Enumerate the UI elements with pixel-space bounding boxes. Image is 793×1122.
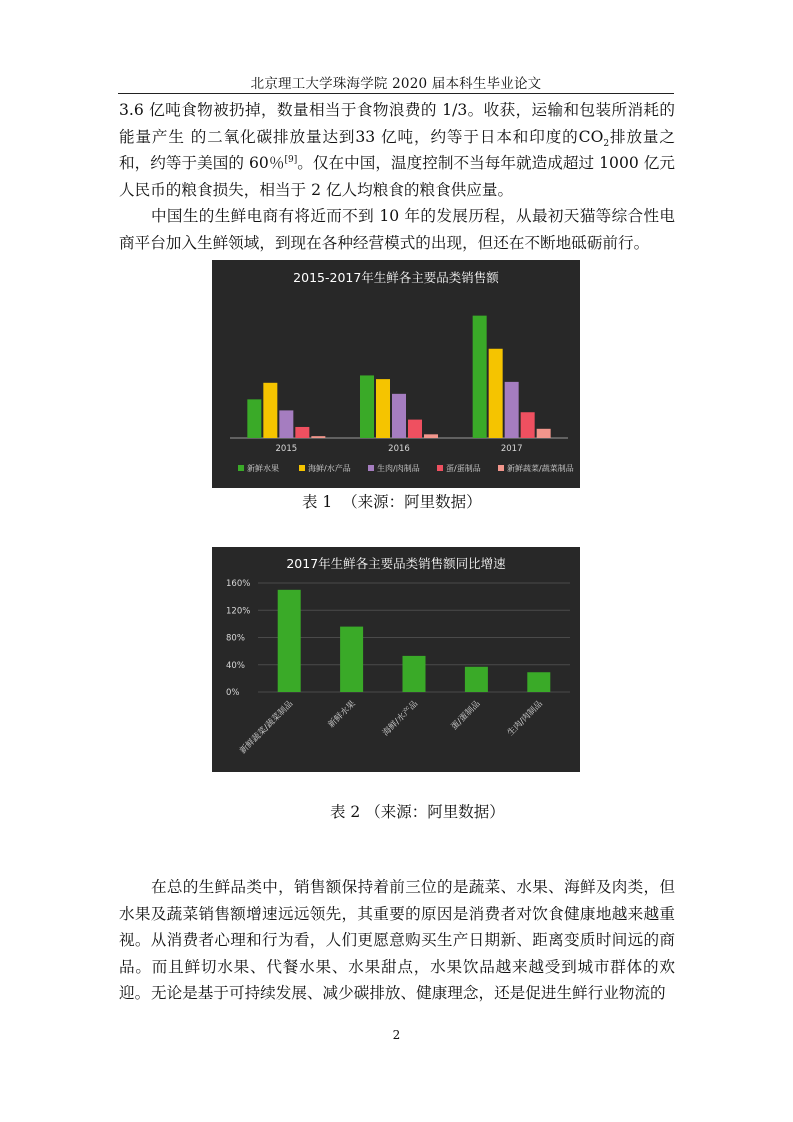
citation-ref: [9] (284, 154, 298, 165)
legend-entry: 海鲜/水产品 (308, 464, 351, 473)
page-number: 2 (392, 1028, 401, 1042)
legend-swatch (498, 465, 504, 471)
bar-2016-4 (424, 434, 438, 438)
bar-新鲜水果 (340, 627, 363, 692)
bar-2017-1 (489, 349, 503, 438)
paragraph-3: 在总的生鲜品类中，销售额保持着前三位的是蔬菜、水果、海鲜及肉类，但水果及蔬菜销售额增速远远领先，其重要的原因是消费者对饮食健康地越来越重视。从消费者心理和行为看，人们更愿意购买生产日期新、距离变质时间远的商品。而且鲜切水果、代餐水果、水果甜点，水果饮品越来越受到城市群体的欢迎。 (119, 878, 675, 1002)
bar-2015-1 (263, 383, 277, 438)
bar-2016-3 (408, 420, 422, 438)
legend-entry: 新鲜水果 (247, 464, 279, 473)
paragraph-2: 中国生的生鲜电商有将近而不到 10 年的发展历程，从最初天猫等综合性电商平台加入生鲜领域，到现在各种经营模式的出现，但还在不断地砥砺前行。 (119, 207, 675, 252)
sales-chart-figure (212, 260, 580, 488)
bar-新鲜蔬菜/蔬菜制品 (278, 590, 301, 692)
growth-bar-chart (212, 547, 580, 772)
header-rule (118, 93, 674, 94)
bar-2015-4 (311, 436, 325, 438)
legend-swatch (437, 465, 443, 471)
bar-2017-2 (505, 382, 519, 438)
x-tick-label: 蛋/蛋制品 (449, 699, 483, 733)
bar-蛋/蛋制品 (465, 667, 488, 692)
bar-2017-4 (537, 429, 551, 438)
paragraph-1-part-b: 排放量之和，约等于美国的 60％ (119, 127, 675, 172)
bar-2016-0 (360, 375, 374, 438)
y-tick-label: 120% (226, 606, 251, 617)
chart-title: 2015-2017年生鲜各主要品类销售额 (293, 270, 499, 285)
figure-1-caption: 表 1 （来源：阿里数据） (302, 493, 482, 511)
legend-swatch (238, 465, 244, 471)
running-header: 北京理工大学珠海学院 2020 届本科生毕业论文 (250, 76, 542, 92)
bar-2015-3 (295, 427, 309, 438)
sales-bar-chart (212, 260, 580, 488)
x-tick-label: 2016 (388, 444, 410, 454)
legend-swatch (299, 465, 305, 471)
bar-海鲜/水产品 (403, 656, 426, 692)
bar-2015-2 (279, 410, 293, 438)
x-tick-label: 海鲜/水产品 (380, 699, 421, 739)
bar-2016-2 (392, 394, 406, 438)
figure-2-caption: 表 2 （来源：阿里数据） (330, 803, 505, 821)
paragraph-4: 无论是基于可持续发展、减少碳排放、健康理念，还是促进生鲜行业物流的 (151, 984, 666, 1002)
growth-chart-figure (212, 547, 580, 772)
paragraph-1-part-c: 。仅在中国，温度控制不当每年就造成超过 1000 亿元人民币的粮食损失，相当于 2 亿人均粮食的粮食供应量。 (119, 154, 675, 199)
bar-2017-3 (521, 412, 535, 438)
legend-entry: 生肉/肉制品 (377, 464, 420, 473)
x-tick-label: 生肉/肉制品 (505, 699, 545, 739)
x-tick-label: 2015 (275, 444, 298, 454)
bar-2015-0 (247, 399, 261, 438)
y-tick-label: 0% (226, 688, 240, 698)
y-tick-label: 80% (226, 633, 245, 644)
paragraph-1-part-a: 3.6 亿吨食物被扔掉，数量相当于食物浪费的 1/3。收获，运输和包装所消耗的能量产生 的二氧化碳排放量达到33 亿吨，约等于日本和印度的CO (119, 101, 675, 146)
x-tick-label: 新鲜水果 (326, 699, 358, 731)
bar-2016-1 (376, 379, 390, 438)
y-tick-label: 160% (226, 579, 251, 589)
legend-swatch (368, 465, 374, 471)
bar-2017-0 (473, 316, 487, 438)
x-tick-label: 新鲜蔬菜/蔬菜制品 (238, 699, 296, 757)
legend-entry: 蛋/蛋制品 (446, 464, 481, 473)
x-tick-label: 2017 (500, 444, 523, 454)
bar-生肉/肉制品 (527, 672, 550, 692)
co2-subscript: 2 (603, 138, 610, 149)
legend-entry: 新鲜蔬菜/蔬菜制品 (507, 464, 574, 473)
paragraph-1 (119, 97, 675, 203)
chart-title: 2017年生鲜各主要品类销售额同比增速 (286, 556, 506, 571)
y-tick-label: 40% (226, 660, 245, 671)
